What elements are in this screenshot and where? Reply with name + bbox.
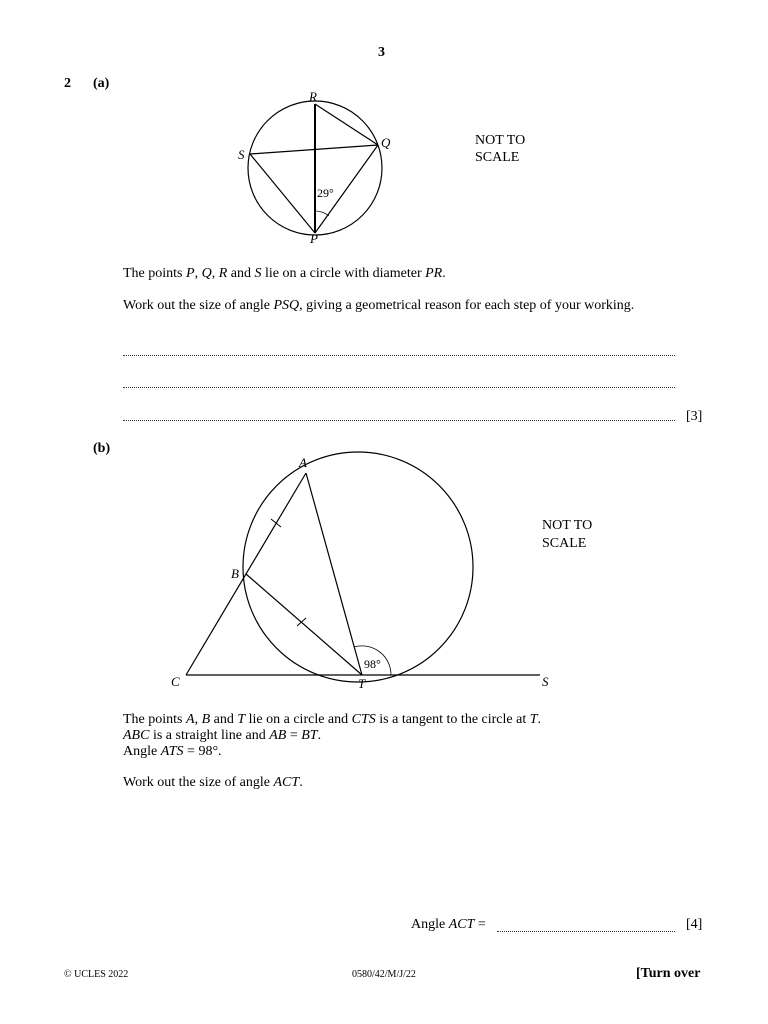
not-to-scale-b-line1: NOT TO <box>542 518 593 533</box>
part-a-statement: The points P, Q, R and S lie on a circle with diameter PR. <box>123 266 446 281</box>
answer-label-b: Angle ACT = <box>411 917 486 932</box>
circle-b <box>243 452 473 682</box>
point-label-q: Q <box>381 135 391 150</box>
angle-label-a: 29° <box>317 186 334 200</box>
answer-line-b[interactable] <box>497 931 675 932</box>
tick-ab <box>271 519 281 527</box>
point-label-a: A <box>299 455 307 470</box>
part-b-line2: ABC is a straight line and AB = BT. <box>123 728 322 743</box>
chord-bt <box>246 574 362 675</box>
point-label-s: S <box>238 147 245 162</box>
marks-b: [4] <box>686 917 703 932</box>
marks-a: [3] <box>686 409 703 424</box>
part-b-label: (b) <box>93 441 111 456</box>
point-label-t: T <box>358 676 366 691</box>
footer-code: 0580/42/M/J/22 <box>352 969 416 980</box>
point-label-b: B <box>231 566 239 581</box>
page-number: 3 <box>378 45 385 60</box>
point-label-r: R <box>309 89 317 104</box>
point-label-s-b: S <box>542 674 549 689</box>
not-to-scale-a-line2: SCALE <box>475 150 520 165</box>
point-label-p: P <box>310 231 318 246</box>
part-a-instruction: Work out the size of angle PSQ, giving a geometrical reason for each step of your working. <box>123 298 635 313</box>
footer-turn-over: [Turn over <box>636 966 701 981</box>
part-b-line3: Angle ATS = 98°. <box>123 744 222 759</box>
chord-at <box>306 473 362 675</box>
footer-copyright: © UCLES 2022 <box>64 969 129 980</box>
not-to-scale-b-line2: SCALE <box>542 536 587 551</box>
part-a-label: (a) <box>93 76 110 91</box>
part-b-line1: The points A, B and T lie on a circle and CTS is a tangent to the circle at T. <box>123 712 542 727</box>
point-label-c: C <box>171 674 180 689</box>
angle-label-b: 98° <box>364 657 381 671</box>
not-to-scale-a-line1: NOT TO <box>475 133 526 148</box>
part-b-instruction: Work out the size of angle ACT. <box>123 775 303 790</box>
question-number: 2 <box>64 76 71 91</box>
